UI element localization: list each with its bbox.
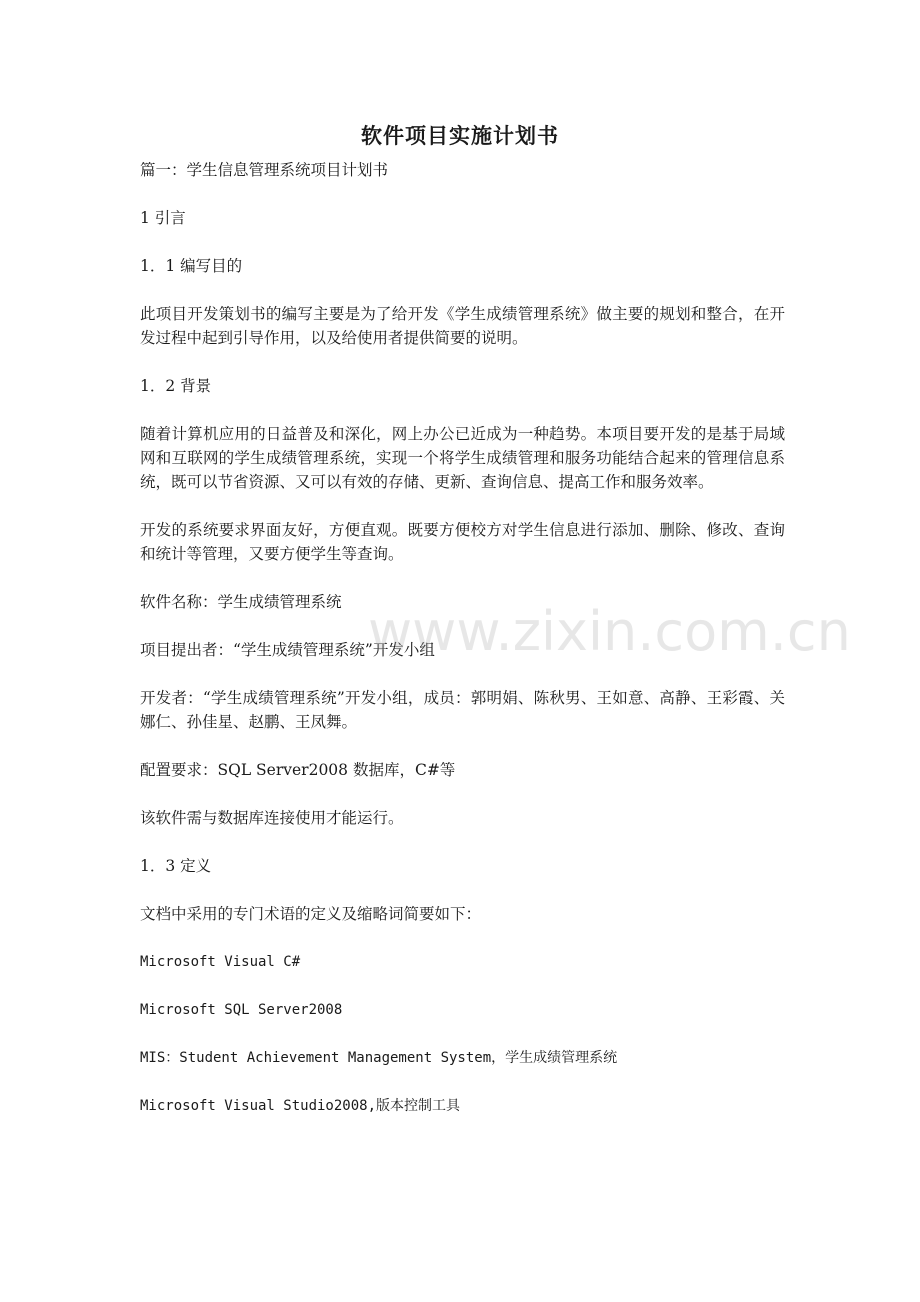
paragraph-background-text: 随着计算机应用的日益普及和深化，网上办公已近成为一种趋势。本项目要开发的是基于局域网和互联网的学生成绩管理系统，实现一个将学生成绩管理和服务功能结合起来的管理信息系统，既可以节省资源、又可以有效的存储、更新、查询信息、提高工作和服务效率。 xyxy=(140,425,785,491)
paragraph-term-mis: MIS：Student Achievement Management System，学生成绩管理系统 xyxy=(140,1050,618,1066)
watermark: www.zixin.com.cn xyxy=(368,600,851,663)
paragraph-database-note: 该软件需与数据库连接使用才能运行。 xyxy=(140,809,404,827)
paragraph-term-visual-csharp: Microsoft Visual C# xyxy=(140,954,301,970)
paragraph-heading-purpose: 1．1 编写目的 xyxy=(140,257,243,275)
paragraph-term-sql-server: Microsoft SQL Server2008 xyxy=(140,1002,343,1018)
paragraph-purpose-text: 此项目开发策划书的编写主要是为了给开发《学生成绩管理系统》做主要的规划和整合，在开发过程中起到引导作用，以及给使用者提供简要的说明。 xyxy=(140,305,785,347)
paragraph-project-proposer: 项目提出者：“学生成绩管理系统”开发小组 xyxy=(140,641,435,659)
paragraph-section-heading: 篇一：学生信息管理系统项目计划书 xyxy=(140,161,389,179)
paragraph-heading-background: 1．2 背景 xyxy=(140,377,212,395)
paragraph-developers: 开发者：“学生成绩管理系统”开发小组，成员：郭明娟、陈秋男、王如意、高静、王彩霞、关娜仁、孙佳星、赵鹏、王凤舞。 xyxy=(140,689,785,731)
document-title: 软件项目实施计划书 xyxy=(361,124,559,148)
paragraph-term-visual-studio: Microsoft Visual Studio2008,版本控制工具 xyxy=(140,1098,461,1114)
paragraph-definitions-intro: 文档中采用的专门术语的定义及缩略词简要如下： xyxy=(140,905,482,923)
document-body xyxy=(140,158,785,1142)
paragraph-configuration: 配置要求：SQL Server2008 数据库，C#等 xyxy=(140,761,456,779)
paragraph-heading-definitions: 1．3 定义 xyxy=(140,857,212,875)
paragraph-software-name: 软件名称：学生成绩管理系统 xyxy=(140,593,342,611)
paragraph-heading-introduction: 1 引言 xyxy=(140,209,186,227)
paragraph-requirements-text: 开发的系统要求界面友好，方便直观。既要方便校方对学生信息进行添加、删除、修改、查询和统计等管理，又要方便学生等查询。 xyxy=(140,521,785,563)
